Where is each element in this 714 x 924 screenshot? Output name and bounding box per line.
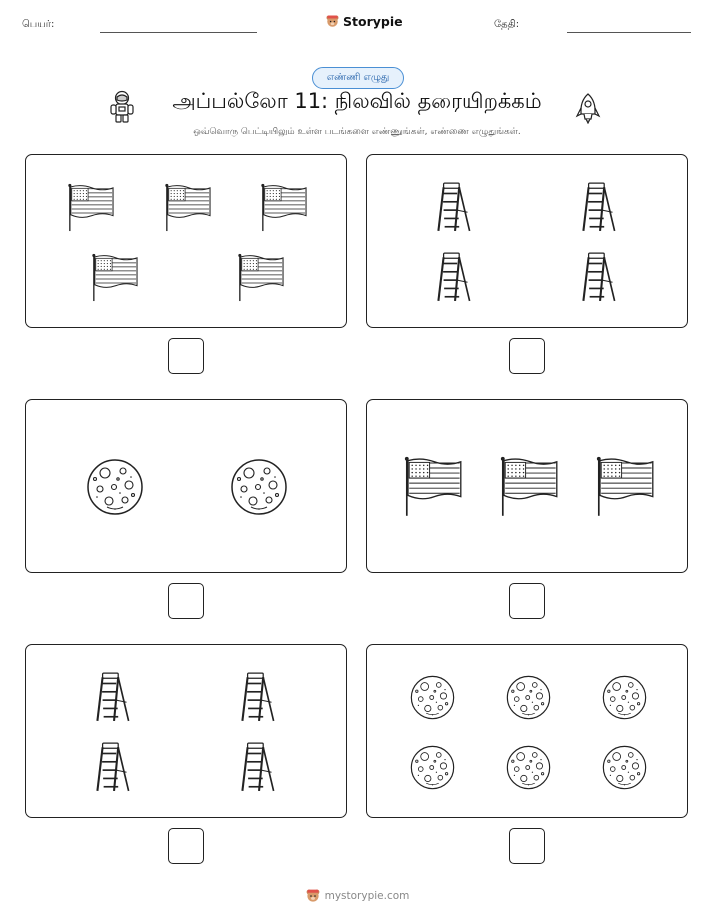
counting-box xyxy=(366,154,688,328)
answer-box[interactable] xyxy=(168,828,204,864)
answer-box[interactable] xyxy=(509,828,545,864)
answer-box[interactable] xyxy=(168,338,204,374)
flag-icon xyxy=(594,455,654,523)
moon-icon xyxy=(601,744,648,795)
moon-icon xyxy=(505,744,552,795)
counting-box xyxy=(25,154,347,328)
moon-icon xyxy=(601,674,648,725)
ladder-icon xyxy=(94,741,132,797)
date-line[interactable] xyxy=(567,32,691,33)
rocket-icon xyxy=(575,92,601,124)
flag-icon xyxy=(498,455,558,523)
moon-icon xyxy=(229,457,289,521)
ladder-icon xyxy=(94,671,132,727)
page-title: அப்பல்லோ 11: நிலவில் தரையிறக்கம் xyxy=(172,89,542,113)
answer-box[interactable] xyxy=(509,583,545,619)
ladder-icon xyxy=(435,181,473,237)
activity-badge: எண்ணி எழுது xyxy=(312,67,404,89)
ladder-icon xyxy=(435,251,473,307)
moon-icon xyxy=(409,674,456,725)
moon-icon xyxy=(505,674,552,725)
flag-icon xyxy=(259,182,307,238)
counting-box xyxy=(25,399,347,573)
name-label: பெயர்: xyxy=(22,19,55,30)
flag-icon xyxy=(66,182,114,238)
date-label: தேதி: xyxy=(494,19,520,30)
moon-icon xyxy=(85,457,145,521)
brand-logo xyxy=(325,14,403,29)
ladder-icon xyxy=(239,741,277,797)
counting-box xyxy=(366,399,688,573)
flag-icon xyxy=(236,252,284,308)
footer-url: mystorypie.com xyxy=(324,890,410,902)
name-line[interactable] xyxy=(100,32,257,33)
counting-box xyxy=(25,644,347,818)
instructions: ஒவ்வொரு பெட்டியிலும் உள்ள படங்களை எண்ணுங்கள், எண்ணை எழுதுங்கள். xyxy=(193,127,521,137)
ladder-icon xyxy=(239,671,277,727)
answer-box[interactable] xyxy=(168,583,204,619)
flag-icon xyxy=(90,252,138,308)
footer xyxy=(0,888,714,904)
flag-icon xyxy=(163,182,211,238)
answer-box[interactable] xyxy=(509,338,545,374)
counting-box xyxy=(366,644,688,818)
bear-mascot-icon xyxy=(325,14,340,29)
bear-mascot-icon xyxy=(305,888,321,904)
ladder-icon xyxy=(580,181,618,237)
moon-icon xyxy=(409,744,456,795)
ladder-icon xyxy=(580,251,618,307)
flag-icon xyxy=(402,455,462,523)
brand-name: Storypie xyxy=(343,14,403,29)
